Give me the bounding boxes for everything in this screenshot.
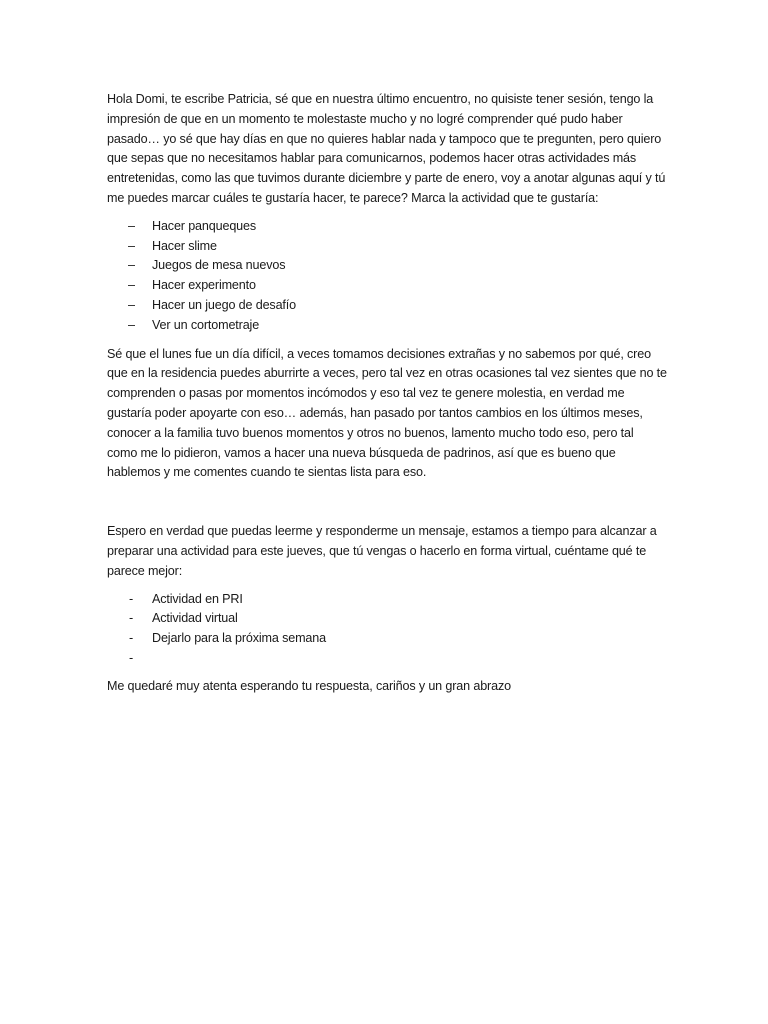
list-item <box>107 217 667 237</box>
list-item <box>107 649 667 669</box>
hyphen-marker: - <box>129 611 134 626</box>
dash-marker: – <box>128 278 135 293</box>
hyphen-marker: - <box>129 591 134 606</box>
activity-label: Hacer un juego de desafío <box>152 297 296 312</box>
activity-label: Hacer slime <box>152 238 217 253</box>
list-item <box>107 609 667 629</box>
hyphen-marker: - <box>129 631 134 646</box>
list-item <box>107 296 667 316</box>
intro-paragraph: Hola Domi, te escribe Patricia, sé que en nuestra último encuentro, no quisiste tener sesión, tengo la impresión de que en un momento te molestaste mucho y no logré comprender qué pudo haber pasado… yo sé que hay días en que no quieres hablar nada y tampoco que te pregunten, pero quiero que sepas que no necesitamos hablar para comunicarnos, podemos hacer otras actividades más entretenidas, como las que tuvimos durante diciembre y parte de enero, voy a anotar algunas aquí y tú me puedes marcar cuáles te gustaría hacer, te parece? Marca la actividad que te gustaría: <box>107 92 666 205</box>
activity-list <box>107 217 667 336</box>
option-label: Actividad en PRI <box>152 591 243 606</box>
activity-label: Ver un cortometraje <box>152 317 260 332</box>
list-item <box>107 590 667 610</box>
list-item <box>107 256 667 276</box>
dash-marker: – <box>128 258 135 273</box>
dash-marker: – <box>128 317 135 332</box>
activity-label: Hacer experimento <box>152 278 256 293</box>
third-paragraph: Espero en verdad que puedas leerme y responderme un mensaje, estamos a tiempo para alcanzar a preparar una actividad para este jueves, que tú vengas o hacerlo en forma virtual, cuéntame qué te parece mejor: <box>107 524 657 578</box>
activity-label: Hacer panqueques <box>152 218 257 233</box>
option-label: Dejarlo para la próxima semana <box>152 631 326 646</box>
second-paragraph: Sé que el lunes fue un día difícil, a veces tomamos decisiones extrañas y no sabemos por qué, creo que en la residencia puedes aburrirte a veces, pero tal vez en otras ocasiones tal vez sientes que no te comprenden o pasas por momentos incómodos y eso tal vez te genere molestia, en verdad me gustaría poder apoyarte con eso… además, han pasado por tantos cambios en los últimos meses, conocer a la familia tuvo buenos momentos y otros no buenos, lamento mucho todo eso, pero tal como me lo pidieron, vamos a hacer una nueva búsqueda de padrinos, así que es bueno que hablemos y me comentes cuando te sientas lista para eso. <box>107 346 667 480</box>
dash-marker: – <box>128 218 135 233</box>
option-list <box>107 590 667 669</box>
dash-marker: – <box>128 238 135 253</box>
option-label: Actividad virtual <box>152 611 238 626</box>
activity-label: Juegos de mesa nuevos <box>152 258 286 273</box>
dash-marker: – <box>128 297 135 312</box>
closing-line: Me quedaré muy atenta esperando tu respuesta, cariños y un gran abrazo <box>107 678 511 693</box>
list-item <box>107 237 667 257</box>
list-item <box>107 629 667 649</box>
document-body <box>107 90 667 697</box>
hyphen-marker: - <box>129 650 134 665</box>
list-item <box>107 276 667 296</box>
list-item <box>107 316 667 336</box>
